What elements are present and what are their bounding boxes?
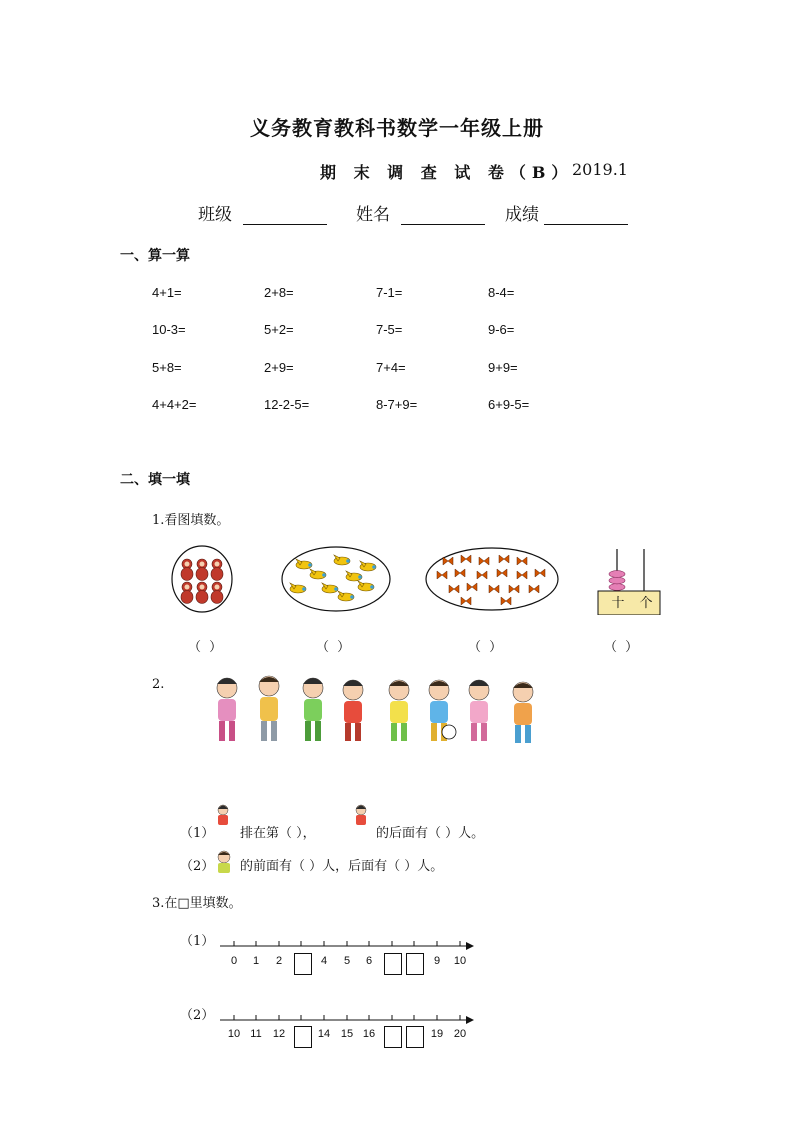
child-icon xyxy=(429,680,456,741)
butterflies-picture xyxy=(426,548,558,610)
nl1-answer-box-3[interactable] xyxy=(294,953,312,975)
nl1-answer-box-8[interactable] xyxy=(406,953,424,975)
girl-icon xyxy=(352,804,370,826)
q2-line1-part-a: 排在第（ ）， xyxy=(240,826,316,841)
problem-r2c4: 9-6= xyxy=(488,322,515,337)
problem-r1c4: 8-4= xyxy=(488,285,515,300)
q1-pictures xyxy=(170,543,670,615)
nl2-label-12: 12 xyxy=(272,1028,286,1040)
class-blank[interactable] xyxy=(243,206,327,225)
q2-line1-num: （1） xyxy=(180,826,215,841)
problem-r4c1: 4+4+2= xyxy=(152,397,197,412)
q1-blank-butterflies[interactable]: （ ） xyxy=(468,640,505,655)
q2-line2-num: （2） xyxy=(180,859,215,874)
name-blank[interactable] xyxy=(401,206,485,225)
child-icon xyxy=(217,678,237,741)
nl1-label-0: 0 xyxy=(230,955,238,967)
girl-icon xyxy=(214,804,232,826)
nl2-label-20: 20 xyxy=(453,1028,467,1040)
problem-r1c1: 4+1= xyxy=(152,285,182,300)
abacus-ones-label: 个 xyxy=(639,596,653,611)
problem-r3c2: 2+9= xyxy=(264,360,294,375)
page-title: 义务教育教科书数学一年级上册 xyxy=(250,116,544,140)
section2-heading: 二、填一填 xyxy=(120,472,190,488)
class-label: 班级 xyxy=(198,205,232,225)
class-field xyxy=(198,200,327,225)
q1-blank-birds[interactable]: （ ） xyxy=(316,640,353,655)
child-icon xyxy=(303,678,323,741)
nl2-label-15: 15 xyxy=(340,1028,354,1040)
q2-line1 xyxy=(180,822,214,841)
problem-r1c2: 2+8= xyxy=(264,285,294,300)
q2-line2-part-a: 的前面有（ ）人，后面有（ ）人。 xyxy=(240,859,444,874)
nl2-answer-box-17[interactable] xyxy=(384,1026,402,1048)
problem-r4c2: 12-2-5= xyxy=(264,397,310,412)
q3-line2-num: （2） xyxy=(180,1008,215,1023)
problem-r2c1: 10-3= xyxy=(152,322,186,337)
children-row-picture xyxy=(205,672,550,750)
exam-subtitle: 期 末 调 查 试 卷（B） xyxy=(320,163,574,182)
arrow-right-icon xyxy=(466,1016,474,1024)
problem-r4c3: 8-7+9= xyxy=(376,397,418,412)
child-icon xyxy=(469,680,489,741)
child-icon xyxy=(513,682,533,743)
nl2-label-19: 19 xyxy=(430,1028,444,1040)
nl1-label-4: 4 xyxy=(320,955,328,967)
q3-label: 3.在□里填数。 xyxy=(152,896,242,911)
q3-line1-num: （1） xyxy=(180,934,215,949)
nl1-label-5: 5 xyxy=(343,955,351,967)
problem-r2c2: 5+2= xyxy=(264,322,294,337)
nl1-label-10: 10 xyxy=(453,955,467,967)
number-line-1 xyxy=(220,938,476,954)
child-icon xyxy=(389,680,409,741)
section1-heading: 一、算一算 xyxy=(120,248,190,264)
q2-label: 2. xyxy=(152,677,165,692)
nl2-label-10: 10 xyxy=(227,1028,241,1040)
abacus-beads xyxy=(609,571,625,591)
problem-r1c3: 7-1= xyxy=(376,285,403,300)
nl2-answer-box-18[interactable] xyxy=(406,1026,424,1048)
nl1-label-1: 1 xyxy=(252,955,260,967)
problem-r2c3: 7-5= xyxy=(376,322,403,337)
nl1-label-2: 2 xyxy=(275,955,283,967)
score-label: 成绩 xyxy=(505,205,539,225)
nl2-label-16: 16 xyxy=(362,1028,376,1040)
exam-date: 2019.1 xyxy=(572,160,628,179)
q1-blank-abacus[interactable]: （ ） xyxy=(604,640,641,655)
name-field xyxy=(356,200,485,225)
nl1-answer-box-7[interactable] xyxy=(384,953,402,975)
score-blank[interactable] xyxy=(544,206,628,225)
nl2-answer-box-13[interactable] xyxy=(294,1026,312,1048)
q1-label: 1.看图填数。 xyxy=(152,513,230,528)
problem-r3c1: 5+8= xyxy=(152,360,182,375)
name-label: 姓名 xyxy=(356,205,390,225)
problem-r3c3: 7+4= xyxy=(376,360,406,375)
child-icon xyxy=(343,680,363,741)
nl2-label-11: 11 xyxy=(250,1028,262,1040)
boy-icon xyxy=(214,850,234,874)
problem-r3c4: 9+9= xyxy=(488,360,518,375)
dolls-picture xyxy=(172,546,232,612)
child-icon xyxy=(259,676,279,741)
arrow-right-icon xyxy=(466,942,474,950)
number-line-2 xyxy=(220,1012,476,1028)
problem-r4c4: 6+9-5= xyxy=(488,397,530,412)
nl2-label-14: 14 xyxy=(317,1028,331,1040)
nl1-label-9: 9 xyxy=(433,955,441,967)
nl1-label-6: 6 xyxy=(365,955,373,967)
score-field xyxy=(505,200,628,225)
birds-picture xyxy=(282,547,390,611)
abacus-tens-label: 十 xyxy=(611,596,625,611)
q1-blank-dolls[interactable]: （ ） xyxy=(188,640,225,655)
q2-line1-part-b: 的后面有（ ）人。 xyxy=(376,826,485,841)
